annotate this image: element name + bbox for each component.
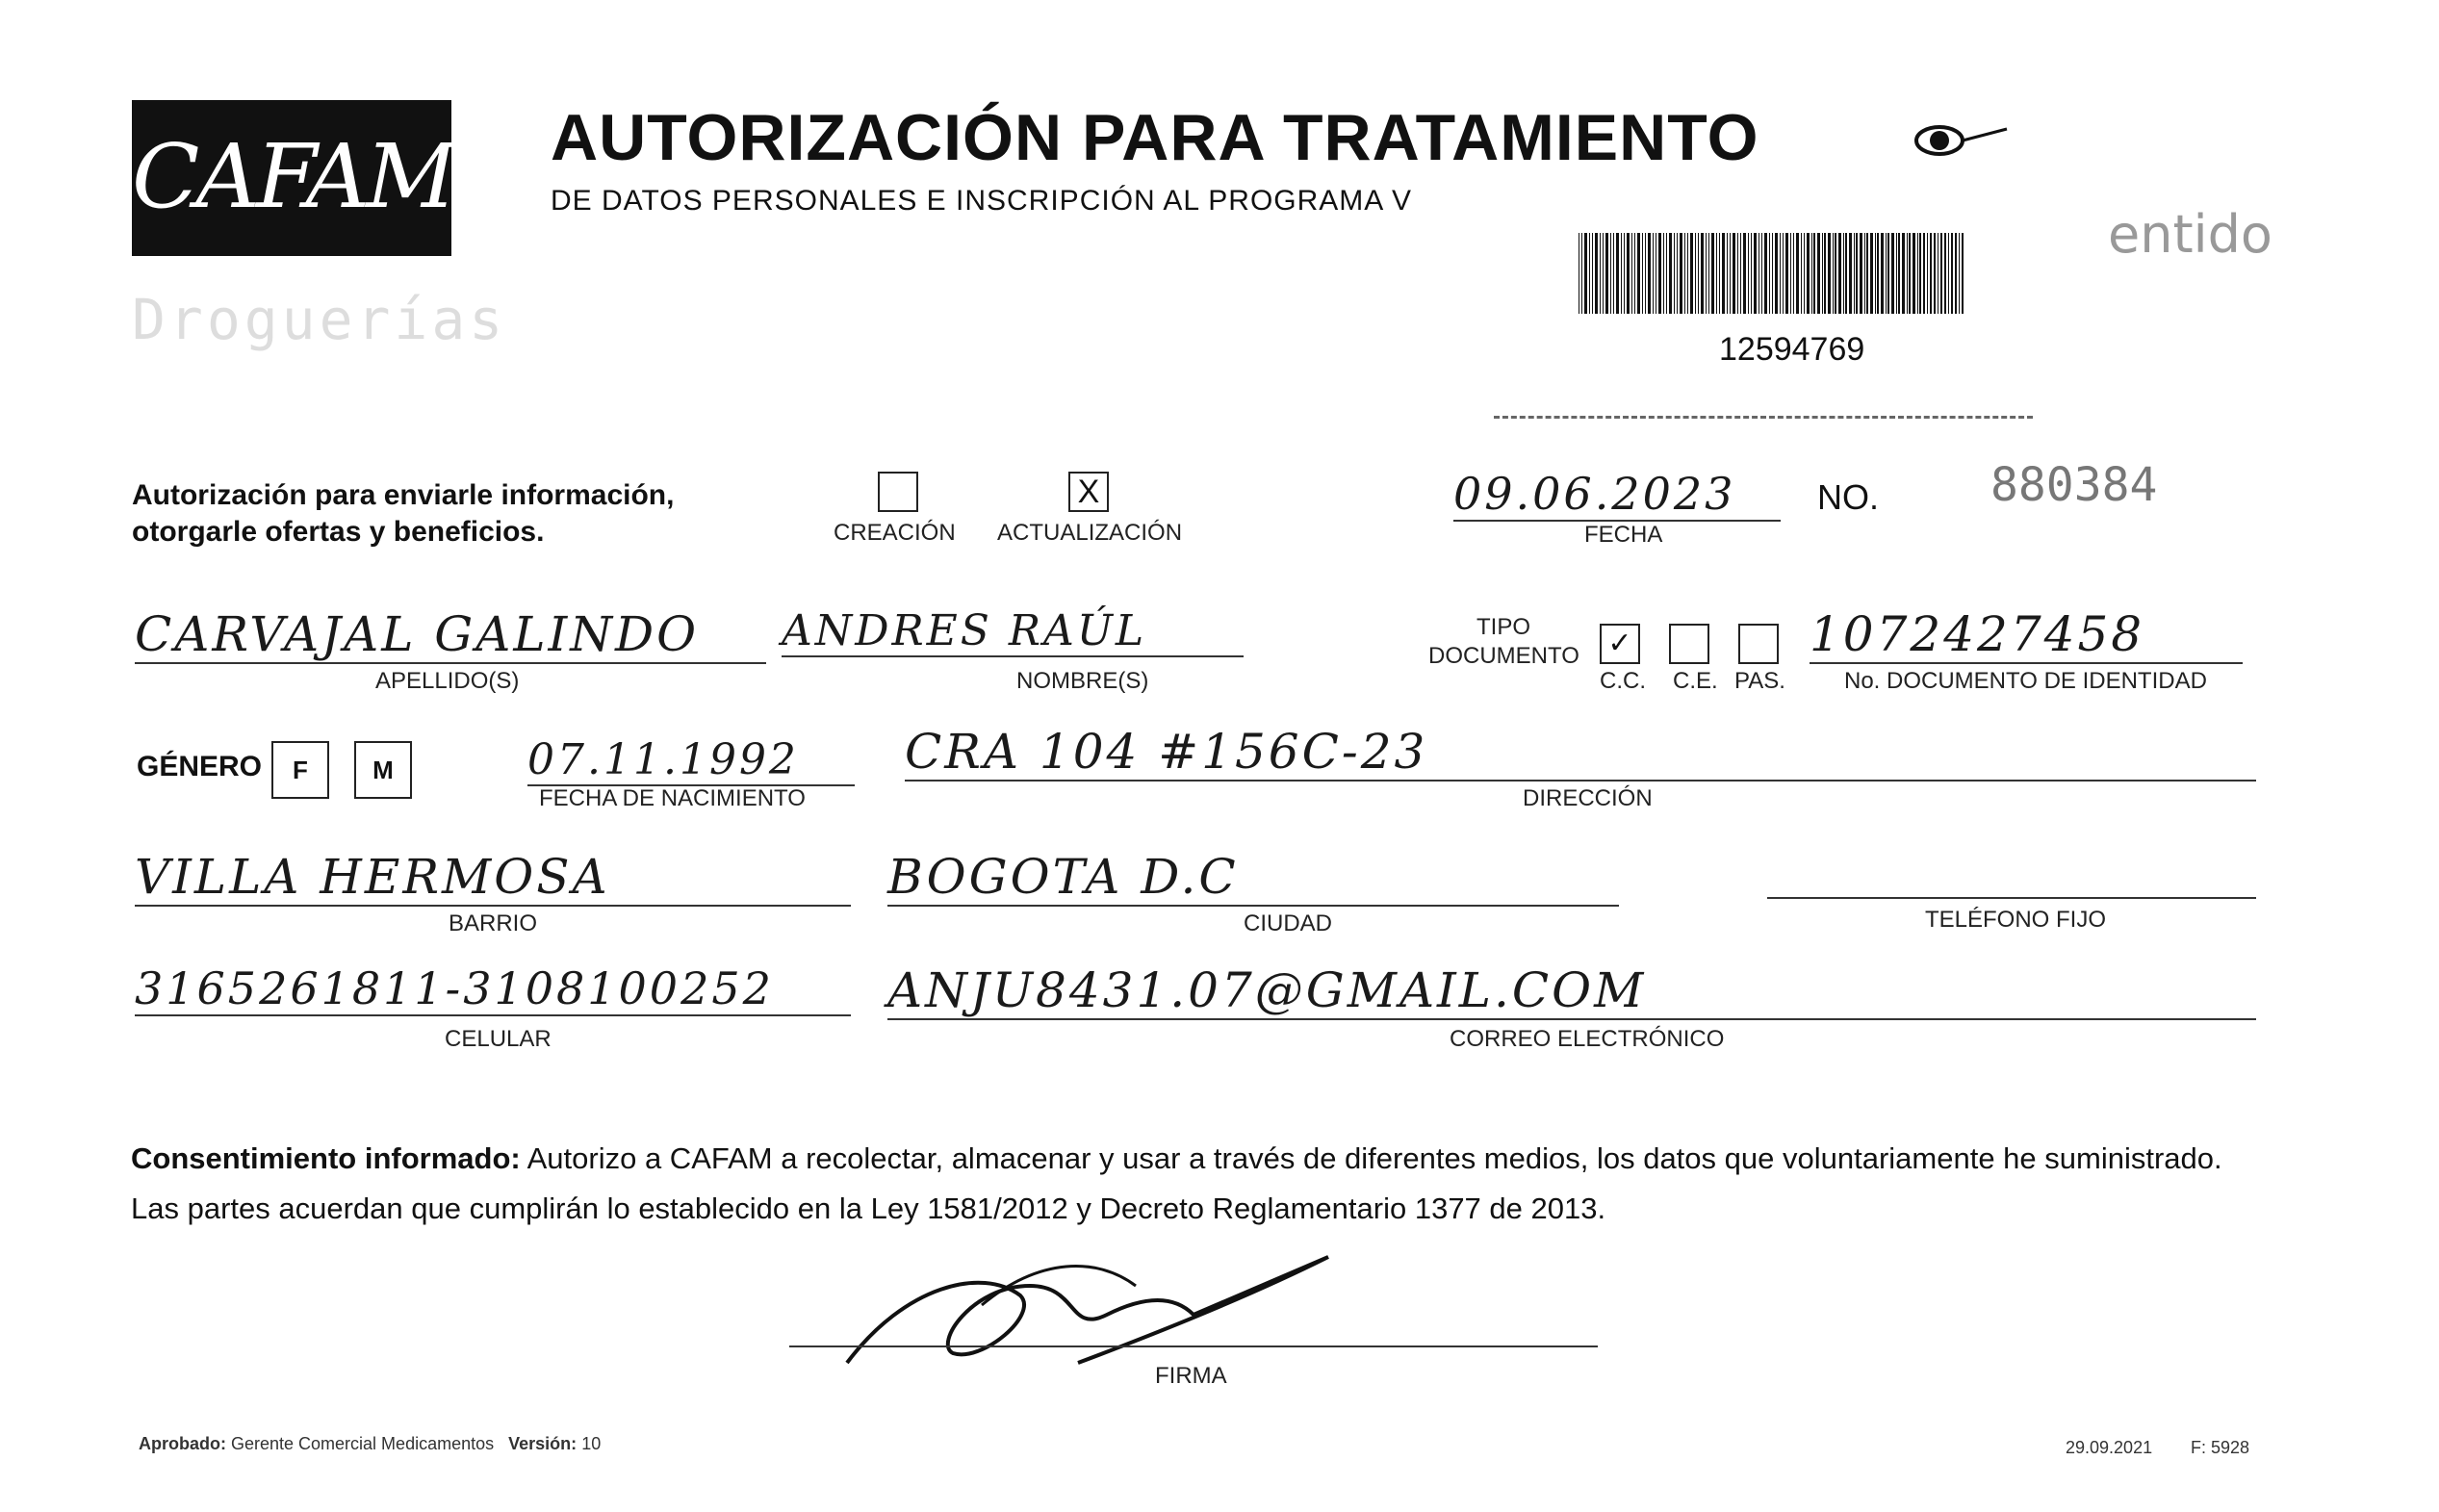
barcode-bar [1701,233,1704,314]
barcode-bar [1716,233,1717,314]
barcode-bar [1769,233,1770,314]
barcode-bar [1605,233,1608,314]
barcode-bar [1785,233,1788,314]
consent-text-1: Autorizo a CAFAM a recolectar, almacenar y usar a través de diferentes medios, los datos que voluntariamente he suministrado. [520,1141,2222,1175]
creacion-label: CREACIÓN [834,520,956,546]
cc-checkbox[interactable]: ✓ [1600,624,1640,664]
barcode-bar [1674,233,1675,314]
signature [789,1247,1386,1397]
correo-label: CORREO ELECTRÓNICO [1450,1026,1725,1052]
barcode-bar [1719,233,1721,314]
barcode-bar [1864,233,1865,314]
barcode-bar [1886,233,1887,314]
fecha-label: FECHA [1584,522,1663,548]
aprobado-value: Gerente Comercial Medicamentos [231,1434,495,1453]
cafam-logo [132,100,451,256]
barcode-bar [1854,233,1855,314]
barcode-bar [1772,233,1774,314]
genero-m-checkbox[interactable]: M [354,741,412,799]
celular-label: CELULAR [445,1026,552,1052]
barcode-bar [1934,233,1937,314]
genero-label: GÉNERO [137,751,263,782]
creacion-checkbox[interactable] [878,472,918,512]
barcode-bar [1754,233,1757,314]
barcode-bar [1669,233,1672,314]
barcode-bar [1845,233,1847,314]
barcode-bar [1824,233,1826,314]
eye-icon [1901,108,2016,179]
cc-label: C.C. [1600,668,1646,694]
barcode-bar [1811,233,1812,314]
ciudad-label: CIUDAD [1244,910,1333,936]
version-value: 10 [581,1434,602,1453]
barcode-bar [1687,233,1689,314]
barcode-bar [1690,233,1693,314]
barcode-bar [1790,233,1791,314]
documento-label: No. DOCUMENTO DE IDENTIDAD [1844,668,2207,694]
direccion-field[interactable]: CRA 104 #156C-23 [905,724,2256,782]
barcode-bar [1663,233,1664,314]
barcode-bar [1658,233,1661,314]
consent-text [131,1134,2268,1234]
barcode-bar [1656,233,1657,314]
barcode-bar [1875,233,1876,314]
barcode-bar [1637,233,1640,314]
barcode-bar [1817,233,1820,314]
barcode-bar [1919,233,1921,314]
firma-label: FIRMA [1155,1363,1227,1389]
logo-subtitle: Droguerías [132,287,507,352]
documento-type-label: DOCUMENTO [1428,643,1579,669]
barcode-bar [1780,233,1781,314]
barcode-bar [1881,233,1884,314]
document-subtitle: DE DATOS PERSONALES E INSCRIPCIÓN AL PROGRAMA V [551,185,1412,217]
barrio-field[interactable]: VILLA HERMOSA [135,849,851,907]
cut-text: entido [2108,204,2272,265]
barcode-bar [1838,233,1841,314]
actualizacion-label: ACTUALIZACIÓN [997,520,1183,546]
aprobado-label: Aprobado: [139,1434,226,1453]
barcode-bar [1581,233,1583,314]
barcode-bar [1610,233,1611,314]
barcode-bar [1866,233,1868,314]
barcode-bar [1584,233,1587,314]
barcode-bar [1930,233,1932,314]
no-value: 880384 [1990,458,2158,512]
barcode-bar [1807,233,1810,314]
barcode-bar [1706,233,1707,314]
barcode-bar [1870,233,1873,314]
version-label: Versión: [508,1434,578,1453]
document-title: AUTORIZACIÓN PARA TRATAMIENTO [551,101,1759,174]
apellido-label: APELLIDO(S) [375,668,520,694]
dashed-divider [1494,416,2033,419]
apellido-field[interactable]: CARVAJAL GALINDO [135,606,766,664]
no-label: NO. [1817,477,1880,517]
barcode-bar [1923,233,1926,314]
barcode-bar [1796,233,1799,314]
telefono-field[interactable] [1767,897,2256,899]
barcode-bar [1959,233,1960,314]
barcode-bar [1913,233,1915,314]
nombre-label: NOMBRE(S) [1016,668,1149,694]
barcode-bar [1695,233,1696,314]
barcode-bar [1600,233,1601,314]
barcode-bar [1592,233,1594,314]
barcode-bar [1917,233,1918,314]
barcode-bar [1860,233,1862,314]
barcode-bar [1948,233,1949,314]
barcode-bar [1822,233,1823,314]
barcode-bar [1653,233,1654,314]
barcode-bar [1634,233,1636,314]
barcode-bar [1761,233,1763,314]
barcode-bar [1708,233,1710,314]
barcode-bar [1813,233,1815,314]
barcode-bar [1962,233,1964,314]
ciudad-field[interactable]: BOGOTA D.C [887,849,1619,907]
barcode-bar [1877,233,1879,314]
ce-checkbox[interactable] [1669,624,1709,664]
barcode-bar [1891,233,1894,314]
barcode-bar [1737,233,1738,314]
consent-text-2: Las partes acuerdan que cumplirán lo establecido en la Ley 1581/2012 y Decreto Reglamentario 1377 de 2013. [131,1192,1606,1225]
nacimiento-label: FECHA DE NACIMIENTO [539,785,806,811]
barcode-bar [1627,233,1630,314]
barcode-bar [1902,233,1905,314]
barcode-bar [1801,233,1802,314]
tipo-label: TIPO [1476,614,1531,640]
consent-bold: Consentimiento informado: [131,1141,521,1175]
ce-label: C.E. [1673,668,1718,694]
barcode-bar [1783,233,1784,314]
barcode-bar [1907,233,1908,314]
barcode-bar [1621,233,1622,314]
barcode-bar [1613,233,1615,314]
barcode-bar [1727,233,1728,314]
fecha-value[interactable]: 09.06.2023 [1453,468,1781,522]
direccion-label: DIRECCIÓN [1523,785,1653,811]
barcode-number: 12594769 [1719,331,1865,368]
barcode [1579,233,1964,314]
barcode-bar [1833,233,1834,314]
barcode-bar [1927,233,1928,314]
correo-field[interactable]: ANJU8431.07@GMAIL.COM [887,962,2256,1020]
signature-line [789,1345,1598,1347]
barcode-bar [1666,233,1668,314]
nacimiento-field[interactable]: 07.11.1992 [527,735,855,786]
barcode-bar [1909,233,1911,314]
barcode-bar [1887,233,1889,314]
barcode-bar [1828,233,1831,314]
barcode-bar [1835,233,1836,314]
pas-checkbox[interactable] [1738,624,1779,664]
barcode-bar [1711,233,1714,314]
barcode-bar [1940,233,1942,314]
barcode-bar [1733,233,1735,314]
actualizacion-checkbox[interactable]: X [1068,472,1109,512]
barcode-bar [1804,233,1806,314]
barcode-bar [1951,233,1953,314]
celular-field[interactable]: 3165261811-3108100252 [135,962,851,1016]
pas-label: PAS. [1734,668,1785,694]
nombre-field[interactable]: ANDRES RAÚL [782,606,1244,657]
footer-date: 29.09.2021 [2066,1438,2153,1457]
barcode-bar [1849,233,1852,314]
barcode-bar [1740,233,1742,314]
barcode-bar [1642,233,1643,314]
barcode-bar [1603,233,1605,314]
barcode-bar [1680,233,1682,314]
documento-field[interactable]: 1072427458 [1810,606,2243,664]
barcode-bar [1743,233,1746,314]
barrio-label: BARRIO [449,910,538,936]
barcode-bar [1595,233,1598,314]
barcode-bar [1748,233,1749,314]
barcode-bar [1751,233,1753,314]
barcode-bar [1589,233,1590,314]
footer-code: F: 5928 [2191,1438,2250,1457]
barcode-bar [1856,233,1858,314]
barcode-bar [1944,233,1947,314]
barcode-bar [1764,233,1767,314]
barcode-bar [1684,233,1685,314]
barcode-bar [1677,233,1679,314]
auth-heading-1: Autorización para enviarle información, [132,479,675,511]
barcode-bar [1896,233,1897,314]
barcode-bar [1698,233,1700,314]
barcode-bar [1645,233,1647,314]
barcode-bar [1843,233,1844,314]
logo-text: CAFAM [132,125,453,228]
telefono-label: TELÉFONO FIJO [1925,907,2107,933]
barcode-bar [1730,233,1732,314]
barcode-bar [1624,233,1626,314]
barcode-bar [1955,233,1958,314]
barcode-bar [1775,233,1778,314]
barcode-bar [1898,233,1900,314]
barcode-bar [1793,233,1795,314]
footer-approval [139,1434,601,1454]
barcode-bar [1616,233,1619,314]
barcode-bar [1722,233,1725,314]
auth-heading-2: otorgarle ofertas y beneficios. [132,516,545,548]
barcode-bar [1631,233,1632,314]
genero-f-checkbox[interactable]: F [271,741,329,799]
barcode-bar [1648,233,1651,314]
